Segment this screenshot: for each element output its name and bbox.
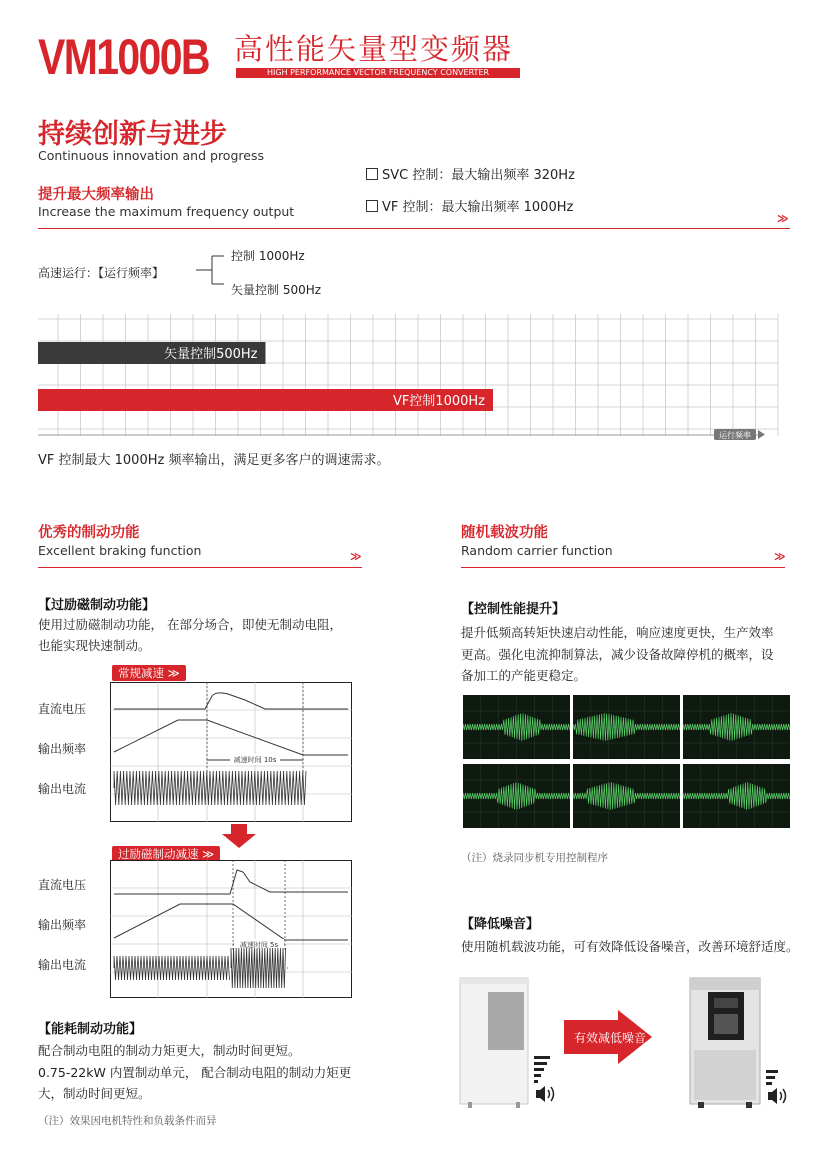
oscilloscope-panel xyxy=(463,764,570,828)
over-excitation-text-1: 使用过励磁制动功能， 在部分场合，即使无制动电阻， xyxy=(38,617,342,632)
frequency-caption: VF 控制最大 1000Hz 频率输出，满足更多客户的调速需求。 xyxy=(38,453,390,468)
braking-title: 优秀的制动功能 xyxy=(38,525,140,541)
branch-top-label: 控制 1000Hz xyxy=(231,249,305,263)
divider xyxy=(38,567,362,568)
bullet-vf: VF 控制：最大输出频率 1000Hz xyxy=(366,196,573,215)
sound-icon xyxy=(766,1070,786,1104)
branch-connector xyxy=(190,250,230,290)
noise-illustration xyxy=(458,970,790,1110)
sound-icon xyxy=(534,1056,554,1102)
product-title-en: HIGH PERFORMANCE VECTOR FREQUENCY CONVERTER xyxy=(236,68,520,78)
row-label-output-current: 输出电流 xyxy=(38,958,87,972)
energy-braking-title: 【能耗制动功能】 xyxy=(38,1022,143,1037)
energy-text-3: 大，制动时间更短。 xyxy=(38,1086,151,1101)
axis-label: 运行频率 xyxy=(719,431,751,440)
oscilloscope-panel xyxy=(463,695,570,759)
chart-grid xyxy=(38,314,778,436)
branch-bottom-label: 矢量控制 500Hz xyxy=(231,283,322,297)
carrier-title: 随机载波功能 xyxy=(461,525,548,541)
bullet-svc: SVC 控制：最大输出频率 320Hz xyxy=(366,164,575,183)
row-label-output-freq: 输出频率 xyxy=(38,918,87,932)
chevron-down-icon: ≫ xyxy=(777,212,789,225)
energy-text-1: 配合制动电阻的制动力矩更大，制动时间更短。 xyxy=(38,1043,301,1058)
diagram-label: 高速运行：【运行频率】 xyxy=(38,266,165,280)
section-title: 持续创新与进步 xyxy=(38,119,227,150)
bar-label: VF控制1000Hz xyxy=(392,394,485,409)
over-excitation-chart xyxy=(110,860,352,998)
control-title: 【控制性能提升】 xyxy=(461,602,566,617)
control-text-2: 更高。强化电流抑制算法，减少设备故障停机的概率，设 xyxy=(461,647,774,662)
row-label-output-current: 输出电流 xyxy=(38,782,87,796)
braking-note: （注）效果因电机特性和负载条件而异 xyxy=(38,1115,217,1127)
oscilloscope-panel xyxy=(683,695,790,759)
normal-decel-tag: 常规减速 ≫ xyxy=(112,665,186,681)
oscilloscope-screens xyxy=(463,695,790,828)
decel-time-label: 减速时间 10s xyxy=(233,756,277,764)
arrow-label: 有效减低噪音 xyxy=(573,1031,647,1045)
over-excitation-tag: 过励磁制动减速 ≫ xyxy=(112,846,220,862)
chevron-down-icon: ≫ xyxy=(774,550,786,563)
carrier-title-en: Random carrier function xyxy=(461,543,613,558)
oscilloscope-panel xyxy=(573,764,680,828)
section-title-en: Continuous innovation and progress xyxy=(38,148,264,163)
braking-title-en: Excellent braking function xyxy=(38,543,202,558)
checkbox-icon xyxy=(366,168,378,180)
product-title: 高性能矢量型变频器 xyxy=(234,32,514,66)
brand-logo: VM1000B xyxy=(38,29,209,85)
frequency-bar-chart xyxy=(38,314,790,444)
axis-arrow-icon xyxy=(758,430,765,439)
normal-decel-chart xyxy=(110,682,352,822)
control-text-1: 提升低频高转矩快速启动性能，响应速度更快，生产效率 xyxy=(461,625,774,640)
noise-text: 使用随机载波功能，可有效降低设备噪音，改善环境舒适度。 xyxy=(461,939,799,954)
oscilloscope-panel xyxy=(683,764,790,828)
down-arrow-icon xyxy=(222,824,256,848)
subsection-title-en: Increase the maximum frequency output xyxy=(38,204,295,219)
noise-title: 【降低噪音】 xyxy=(461,917,540,932)
over-excitation-title: 【过励磁制动功能】 xyxy=(38,598,156,613)
row-label-dc-voltage: 直流电压 xyxy=(38,702,87,716)
energy-text-2: 0.75-22kW 内置制动单元， 配合制动电阻的制动力矩更 xyxy=(38,1065,352,1080)
subsection-title: 提升最大频率输出 xyxy=(38,187,154,203)
divider xyxy=(38,228,790,229)
over-excitation-text-2: 也能实现快速制动。 xyxy=(38,638,151,653)
carrier-note: （注）烧录同步机专用控制程序 xyxy=(461,852,608,864)
control-text-3: 备加工的产能更稳定。 xyxy=(461,668,587,683)
chevron-down-icon: ≫ xyxy=(350,550,362,563)
row-label-dc-voltage: 直流电压 xyxy=(38,878,87,892)
checkbox-icon xyxy=(366,200,378,212)
oscilloscope-panel xyxy=(573,695,680,759)
decel-time-label: 减速时间 5s xyxy=(239,941,279,949)
cabinet-image xyxy=(460,978,528,1108)
divider xyxy=(461,567,785,568)
row-label-output-freq: 输出频率 xyxy=(38,742,87,756)
drive-unit-image xyxy=(690,978,760,1108)
bar-label: 矢量控制500Hz xyxy=(164,347,258,362)
